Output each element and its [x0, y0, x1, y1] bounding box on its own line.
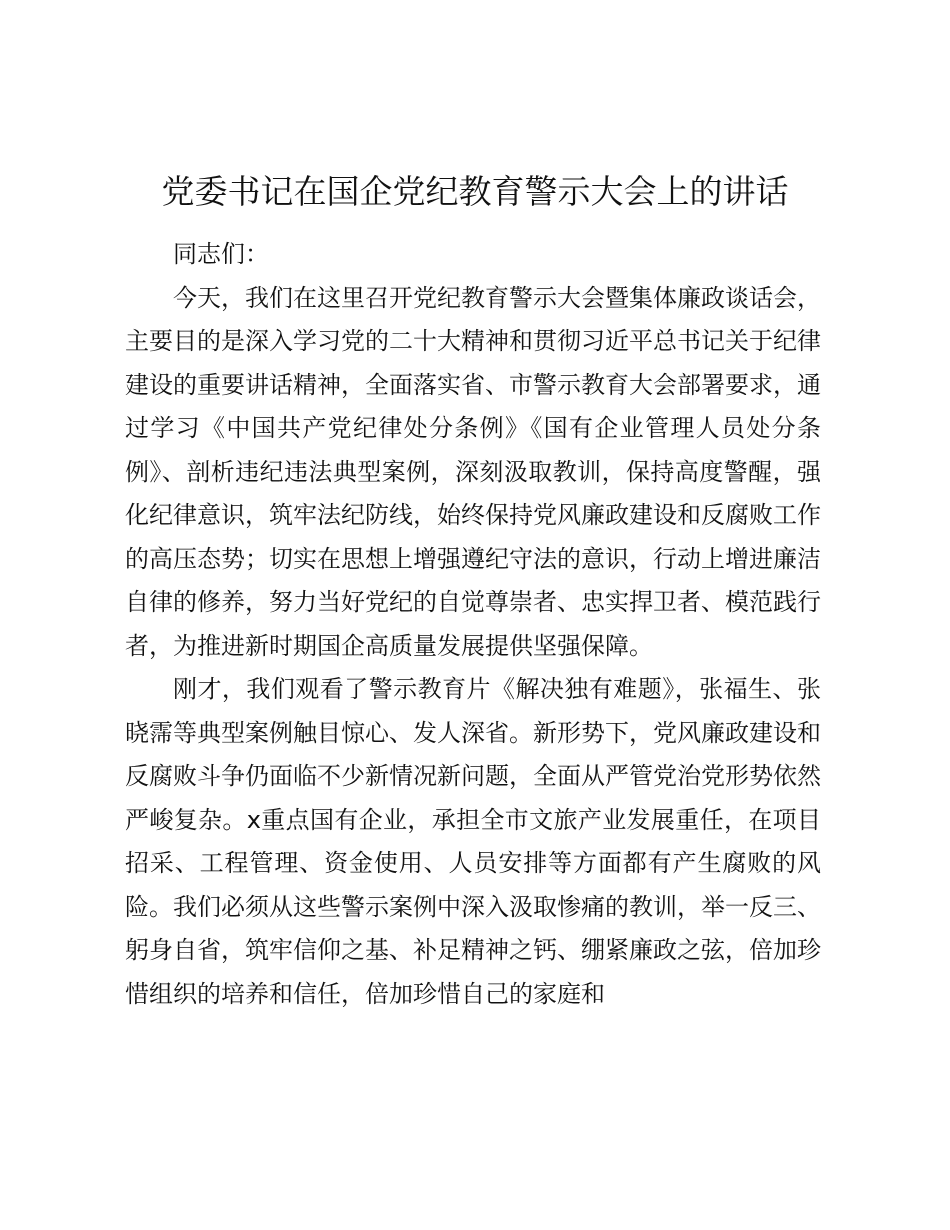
paragraph-1: 今天，我们在这里召开党纪教育警示大会暨集体廉政谈话会，主要目的是深入学习党的二十大精神和贯彻习近平总书记关于纪律建设的重要讲话精神，全面落实省、市警示教育大会部署要求，通过学习《中国共产党纪律处分条例》《国有企业管理人员处分条例》、剖析违纪违法典型案例，深刻汲取教训，保持高度警醒，强化纪律意识，筑牢法纪防线，始终保持党风廉政建设和反腐败工作的高压态势；切实在思想上增强遵纪守法的意识，行动上增进廉洁自律的修养，努力当好党纪的自觉尊崇者、忠实捍卫者、模范践行者，为推进新时期国企高质量发展提供坚强保障。 — [125, 283, 821, 660]
paragraph-2: 刚才，我们观看了警示教育片《解决独有难题》，张福生、张晓霈等典型案例触目惊心、发人深省。新形势下，党风廉政建设和反腐败斗争仍面临不少新情况新问题，全面从严管党治党形势依然严峻复杂。x重点国有企业，承担全市文旅产业发展重任，在项目招采、工程管理、资金使用、人员安排等方面都有产生腐败的风险。我们必须从这些警示案例中深入汲取惨痛的教训，举一反三、躬身自省，筑牢信仰之基、补足精神之钙、绷紧廉政之弦，倍加珍惜组织的培养和信任，倍加珍惜自己的家庭和 — [125, 675, 821, 1008]
document-body — [125, 233, 821, 1016]
salutation: 同志们： — [173, 240, 269, 268]
document-title: 党委书记在国企党纪教育警示大会上的讲话 — [161, 172, 789, 211]
